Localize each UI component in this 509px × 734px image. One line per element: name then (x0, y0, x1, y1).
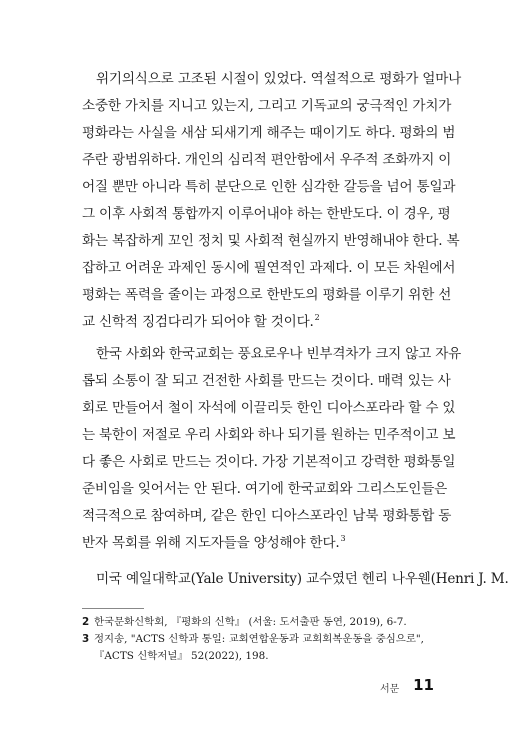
paragraph-2-line (82, 530, 418, 556)
paragraph-2-line (82, 476, 448, 502)
line-text: 위기의식으로 고조된 시절이 있었다. 역설적으로 평화가 얼마나 (96, 71, 462, 87)
line-text: 교 신학적 징검다리가 되어야 할 것이다. (82, 314, 314, 330)
line-text: 평화라는 사실을 새삼 되새기게 해주는 때이기도 하다. 평화의 범 (82, 125, 456, 141)
footnote-reference[interactable]: 2 (314, 313, 320, 323)
paragraph-2-line (82, 449, 456, 475)
footnote-number: 2 (82, 616, 90, 628)
paragraph-1-line (82, 147, 452, 173)
line-text: 어질 뿐만 아니라 특히 분단으로 인한 심각한 갈등을 넘어 통일과 (82, 179, 456, 195)
line-text: 주란 광범위하다. 개인의 심리적 편안함에서 우주적 조화까지 이 (82, 152, 452, 168)
line-text: 회로 만들어서 철이 자석에 이끌리듯 한인 디아스포라라 할 수 있 (82, 400, 456, 416)
footnote-divider (82, 608, 144, 609)
paragraph-1-line (82, 309, 418, 335)
footnote-text: 정지송, "ACTS 신학과 통일: 교회연합운동과 교회회복운동을 중심으로", (94, 633, 424, 645)
footnote-3 (82, 631, 427, 648)
footnote-text: 『ACTS 신학저널』 52(2022), 198. (94, 650, 269, 662)
line-text: 평화는 폭력을 줄이는 과정으로 한반도의 평화를 이루기 위한 선 (82, 287, 452, 303)
line-text: 준비임을 잊어서는 안 된다. 여기에 한국교회와 그리스도인들은 (82, 481, 448, 497)
line-text: 반자 목회를 위해 지도자들을 양성해야 한다. (82, 535, 340, 551)
line-text: 화는 복잡하게 꼬인 정치 및 사회적 현실까지 반영해내야 한다. 복 (82, 233, 460, 249)
line-text: 적극적으로 참여하며, 같은 한인 디아스포라인 남북 평화통합 동 (82, 508, 452, 524)
paragraph-1-line (82, 120, 456, 146)
page-footer (380, 676, 434, 696)
paragraph-1-line (82, 174, 456, 200)
footnote-2 (82, 614, 427, 631)
page-number: 11 (413, 676, 434, 694)
line-text: 롭되 소통이 잘 되고 건전한 사회를 만드는 것이다. 매력 있는 사 (82, 373, 451, 389)
paragraph-1-line (82, 201, 451, 227)
line-text: 그 이후 사회적 통합까지 이루어내야 하는 한반도다. 이 경우, 평 (82, 206, 451, 222)
paragraph-3-line: 미국 예일대학교(Yale University) 교수였던 헨리 나우웬(Henri J. M. (96, 571, 509, 587)
paragraph-1-line (82, 66, 462, 92)
line-text: 는 북한이 저절로 우리 사회와 하나 되기를 원하는 민주적이고 보 (82, 427, 456, 443)
paragraph-2-line (82, 395, 456, 421)
footnote-number: 3 (82, 633, 90, 645)
paragraph-1-line (82, 282, 452, 308)
paragraph-2-line (82, 422, 456, 448)
paragraph-2-line (82, 503, 452, 529)
line-text: 소중한 가치를 지니고 있는지, 그리고 기독교의 궁극적인 가치가 (82, 98, 452, 114)
footnote-reference[interactable]: 3 (340, 534, 346, 544)
line-text: 다 좋은 사회로 만드는 것이다. 가장 기본적이고 강력한 평화통일 (82, 454, 456, 470)
paragraph-1-line (82, 255, 456, 281)
footnote-text: 한국문화신학회, 『평화의 신학』 (서울: 도서출판 동연, 2019), 6-7. (94, 616, 407, 628)
paragraph-1-line (82, 93, 452, 119)
line-text: 잡하고 어려운 과제인 동시에 필연적인 과제다. 이 모든 차원에서 (82, 260, 456, 276)
paragraph-1-line (82, 228, 460, 254)
line-text: 한국 사회와 한국교회는 풍요로우나 빈부격차가 크지 않고 자유 (96, 346, 462, 362)
section-title: 서문 (380, 684, 400, 695)
paragraph-2-line (82, 368, 451, 394)
paragraph-2-line (82, 341, 462, 367)
footnote-3-continued (82, 648, 427, 665)
